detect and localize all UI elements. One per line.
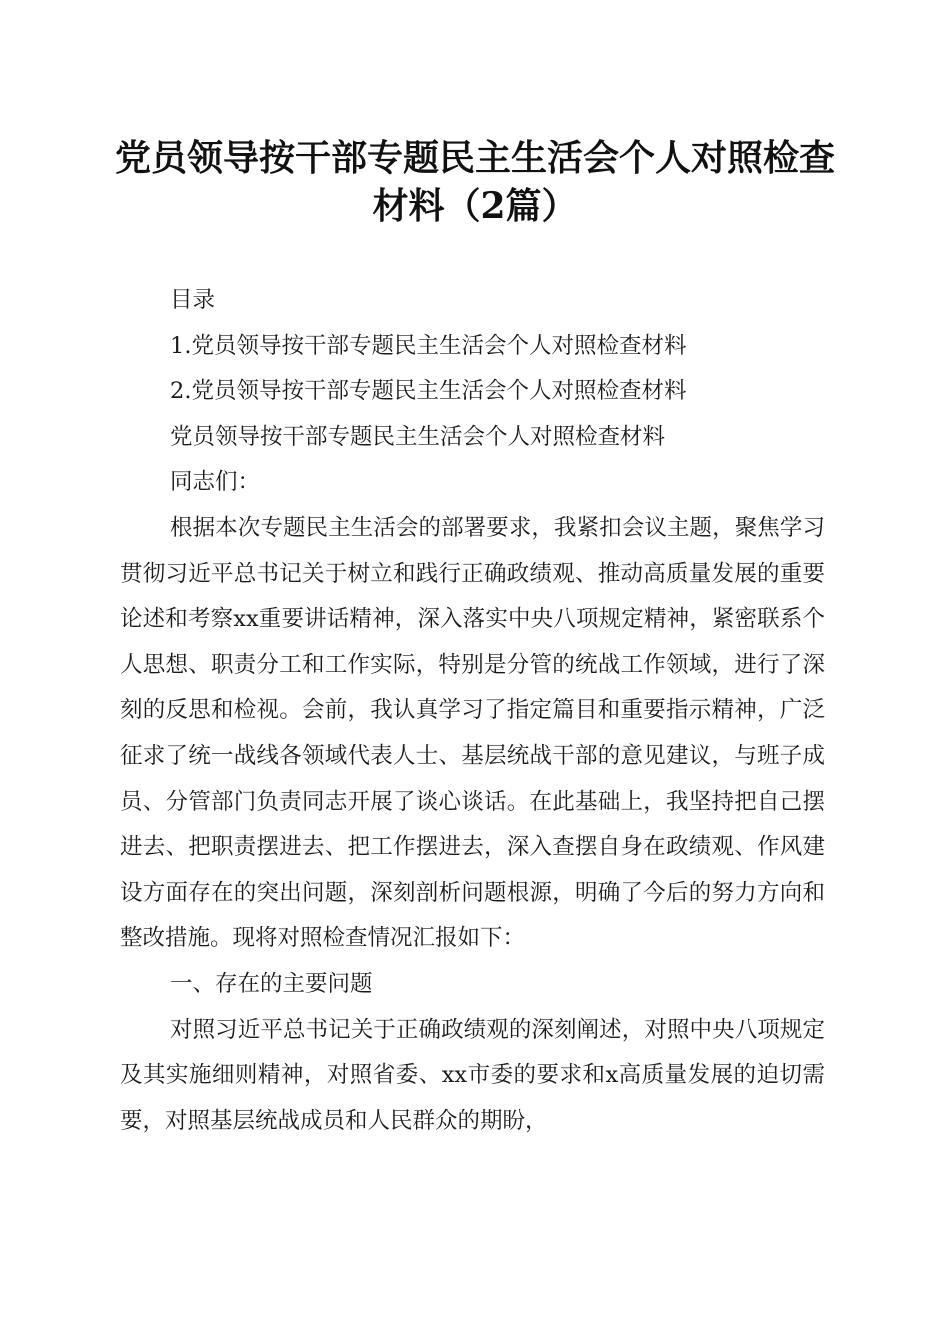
salutation: 同志们： (170, 469, 261, 496)
paragraph-problems: 对照习近平总书记关于正确政绩观的深刻阐述，对照中央八项规定及其实施细则精神，对照省委、xx市委的要求和x高质量发展的迫切需要，对照基层统战成员和人民群众的期盼， (120, 1016, 825, 1134)
toc-label: 目录 (170, 287, 216, 313)
document-title-line-2: 材料（2篇） (372, 185, 578, 227)
toc-item-1: 1.党员领导按干部专题民主生活会个人对照检查材料 (170, 332, 687, 359)
toc-item-2: 2.党员领导按干部专题民主生活会个人对照检查材料 (170, 378, 687, 405)
paragraph-intro: 根据本次专题民主生活会的部署要求，我紧扣会议主题，聚焦学习贯彻习近平总书记关于树立和践行正确政绩观、推动高质量发展的重要论述和考察xx重要讲话精神，深入落实中央八项规定精神，紧密联系个人思想、职责分工和工作实际，特别是分管的统战工作领域，进行了深刻的反思和检视。会前，我认真学习了指定篇目和重要指示精神，广泛征求了统一战线各领域代表人士、基层统战干部的意见建议，与班子成员、分管部门负责同志开展了谈心谈话。在此基础上，我坚持把自己摆进去、把职责摆进去、把工作摆进去，深入查摆自身在政绩观、作风建设方面存在的突出问题，深刻剖析问题根源，明确了今后的努力方向和整改措施。现将对照检查情况汇报如下： (120, 514, 825, 952)
document-title (110, 134, 840, 230)
heading-main-problems: 一、存在的主要问题 (170, 970, 373, 997)
section-title: 党员领导按干部专题民主生活会个人对照检查材料 (170, 423, 666, 450)
document-title-line-1: 党员领导按干部专题民主生活会个人对照检查 (114, 137, 835, 179)
document-body (120, 278, 825, 1144)
